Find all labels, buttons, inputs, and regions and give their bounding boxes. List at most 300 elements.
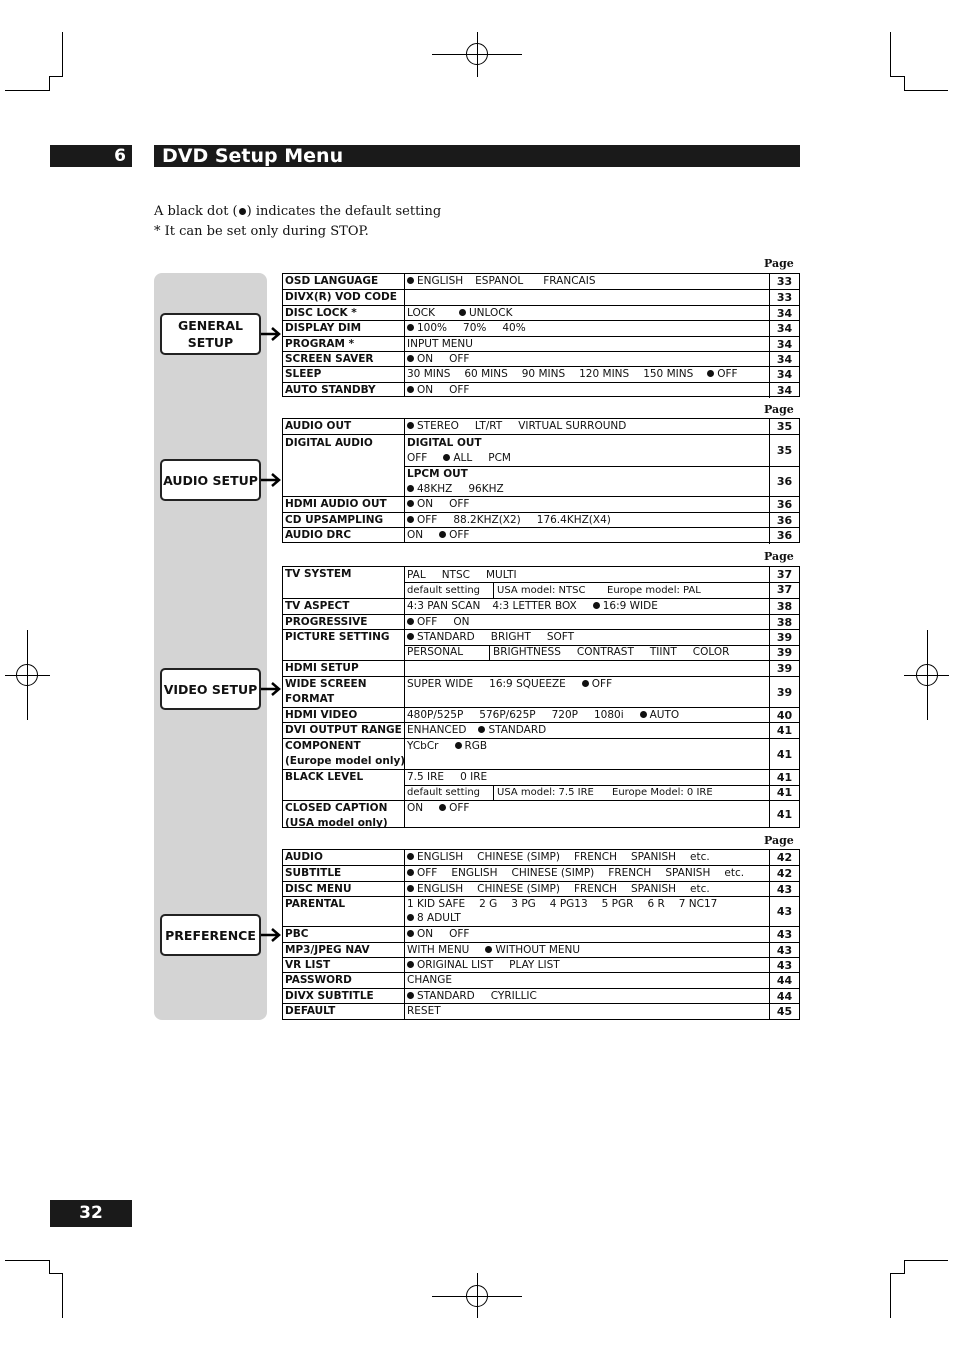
setting-row — [283, 722, 799, 738]
option-value: 16:9 SQUEEZE — [489, 677, 566, 690]
page-ref: 45 — [769, 1004, 799, 1019]
setting-row — [283, 926, 799, 941]
option-value: CHINESE (SIMP) — [511, 867, 595, 880]
setting-name: DISC LOCK * — [285, 306, 357, 319]
option-value: UNLOCK — [459, 307, 513, 319]
option-value: STANDARD — [478, 724, 546, 736]
option-value: 3 PG — [511, 898, 536, 911]
page-title: DVD Setup Menu — [154, 145, 800, 167]
option-value: etc. — [724, 867, 745, 880]
crop-mark — [62, 32, 63, 77]
page-ref: 43 — [769, 882, 799, 897]
video-setup-button[interactable]: VIDEO SETUP — [160, 668, 261, 710]
option-value: OFF — [407, 867, 437, 879]
video-setup-table — [282, 566, 800, 828]
setting-values — [407, 850, 710, 865]
default-dot-icon — [478, 726, 485, 733]
page-ref: 43 — [769, 897, 799, 927]
preference-table — [282, 849, 800, 1020]
option-value: 5 PGR — [601, 898, 634, 911]
option-value: CHINESE (SIMP) — [477, 851, 560, 863]
crop-mark — [5, 90, 49, 91]
setting-values — [493, 645, 729, 660]
crop-mark — [904, 76, 905, 91]
option-value: 8 ADULT — [407, 912, 461, 924]
setting-row — [283, 1003, 799, 1018]
setting-name: CD UPSAMPLING — [285, 513, 384, 526]
sub-column-divider — [493, 582, 494, 598]
setting-row — [283, 419, 799, 434]
arrow-right-icon — [261, 327, 281, 341]
option-value: WITHOUT MENU — [485, 944, 580, 956]
page-ref: 36 — [769, 513, 799, 529]
setting-name: PARENTAL — [285, 898, 346, 911]
option-value: 176.4KHZ(X4) — [536, 513, 611, 526]
page-divider — [769, 466, 799, 467]
page-ref: 34 — [769, 367, 799, 382]
registration-line — [27, 630, 28, 720]
page-column-label: Page — [764, 550, 794, 563]
setting-name: OSD LANGUAGE — [285, 275, 379, 287]
option-value: YCbCr — [407, 739, 439, 752]
setting-values — [407, 882, 710, 897]
setting-name: MP3/JPEG NAV — [285, 943, 370, 956]
option-value: FRENCH — [573, 851, 617, 863]
option-value: ON — [453, 615, 470, 628]
page-divider — [769, 582, 799, 583]
setting-values — [407, 568, 517, 583]
option-value: WITH MENU — [407, 943, 470, 956]
page-ref: 34 — [769, 306, 799, 321]
setting-row — [283, 512, 799, 528]
option-value: OFF — [439, 529, 469, 541]
option-value: 150 MINS — [643, 368, 694, 381]
setting-values — [407, 367, 738, 382]
default-dot-icon — [407, 633, 414, 640]
option-value: RESET — [407, 1005, 441, 1018]
setting-values — [407, 1004, 441, 1019]
option-value: OFF — [407, 514, 437, 526]
setting-row — [283, 707, 799, 723]
option-value: BRIGHT — [490, 631, 531, 643]
page-divider — [769, 785, 799, 786]
setting-row — [283, 274, 799, 289]
default-note: default setting — [407, 585, 481, 596]
setting-row — [283, 434, 799, 496]
setting-row — [283, 320, 799, 335]
option-value: 4:3 LETTER BOX — [492, 600, 577, 612]
page-column-label: Page — [764, 403, 794, 416]
default-dot-icon — [640, 711, 647, 718]
intro-line-2: * It can be set only during STOP. — [154, 224, 369, 239]
option-value: ESPANOL — [475, 275, 524, 287]
option-value: OFF — [582, 678, 612, 690]
option-value: ENGLISH — [407, 275, 463, 287]
option-value: OFF — [449, 498, 470, 510]
option-value: 120 MINS — [579, 368, 630, 381]
page-ref: 41 — [769, 785, 799, 801]
setting-name: DIVX SUBTITLE — [285, 989, 374, 1002]
option-value: CHANGE — [407, 974, 453, 987]
setting-values — [407, 497, 469, 512]
crop-mark — [890, 1273, 891, 1318]
option-value: STEREO — [407, 420, 459, 432]
page-ref: 35 — [769, 435, 799, 466]
option-value: SUPER WIDE — [407, 677, 474, 690]
setting-row — [283, 567, 799, 598]
sub-column-divider — [489, 645, 490, 660]
option-value: FRENCH — [608, 867, 652, 880]
option-value: RGB — [455, 740, 488, 752]
default-dot-icon — [593, 602, 600, 609]
option-value: OFF — [407, 616, 437, 628]
page-column-label: Page — [764, 834, 794, 847]
page-divider — [769, 645, 799, 646]
crop-mark — [5, 1260, 49, 1261]
setting-row — [283, 769, 799, 800]
setting-name: DIGITAL AUDIO — [285, 437, 373, 449]
default-dot-icon — [407, 277, 414, 284]
option-value: ON — [407, 801, 424, 814]
setting-row — [283, 850, 799, 865]
option-value: etc. — [690, 882, 710, 895]
setting-name: TV SYSTEM — [285, 568, 352, 580]
chapter-number: 6 — [50, 145, 132, 167]
setting-values — [407, 973, 452, 988]
page-ref: 34 — [769, 383, 799, 398]
crop-mark — [904, 1260, 948, 1261]
option-value: 576P/625P — [479, 708, 536, 721]
option-value: ENHANCED — [407, 724, 467, 736]
setting-values — [407, 927, 469, 942]
setting-values — [407, 708, 679, 723]
default-dot-icon — [407, 516, 414, 523]
setting-row — [283, 660, 799, 676]
option-value: NTSC — [441, 569, 470, 581]
setting-values — [407, 723, 546, 738]
default-dot-icon — [439, 804, 446, 811]
page-ref: 37 — [769, 567, 799, 582]
page-ref: 39 — [769, 661, 799, 677]
setting-values — [407, 801, 469, 816]
page-ref: 35 — [769, 419, 799, 434]
default-dot-icon — [407, 422, 414, 429]
option-value: PAL — [407, 569, 426, 581]
setting-name: CLOSED CAPTION — [285, 801, 388, 814]
setting-name: COMPONENT — [285, 739, 361, 752]
option-value: INPUT MENU — [407, 337, 473, 350]
setting-values — [407, 419, 626, 434]
setting-name: VR LIST — [285, 959, 331, 971]
page-ref: 41 — [769, 801, 799, 829]
page-ref: 37 — [769, 582, 799, 598]
default-dot-icon — [407, 914, 414, 921]
page-ref: 42 — [769, 850, 799, 865]
general-setup-table — [282, 273, 800, 397]
setting-values — [407, 383, 469, 398]
category-panel — [154, 273, 267, 1020]
arrow-right-icon — [261, 682, 281, 696]
page-ref: 36 — [769, 497, 799, 513]
setting-values — [407, 306, 512, 321]
page-ref: 42 — [769, 866, 799, 881]
europe-note: Europe model: PAL — [607, 585, 701, 596]
option-value: ENGLISH — [451, 867, 498, 880]
option-value: MULTI — [485, 569, 517, 581]
setting-row — [283, 957, 799, 972]
default-dot-icon — [582, 680, 589, 687]
option-value: SPANISH — [665, 867, 711, 880]
page-ref: 33 — [769, 274, 799, 289]
default-dot-icon — [407, 618, 414, 625]
option-value: 100% — [407, 322, 447, 334]
option-value: OFF — [407, 452, 428, 464]
setting-values — [407, 866, 744, 881]
setting-name: AUDIO OUT — [285, 420, 352, 432]
default-dot-icon — [407, 885, 414, 892]
crop-mark — [49, 1260, 50, 1274]
option-value: 96KHZ — [468, 483, 504, 495]
option-value: 6 R — [647, 898, 665, 911]
setting-values — [407, 337, 473, 352]
default-dot-icon — [407, 961, 414, 968]
option-value: OFF — [707, 368, 737, 380]
option-value: etc. — [690, 851, 710, 863]
option-value: PCM — [488, 452, 511, 464]
option-value: CONTRAST — [576, 646, 634, 658]
setting-row — [283, 972, 799, 987]
audio-setup-button[interactable]: AUDIO SETUP — [160, 459, 261, 501]
page-ref: 41 — [769, 770, 799, 785]
page-ref: 38 — [769, 615, 799, 631]
registration-line — [477, 32, 478, 77]
preference-button[interactable]: PREFERENCE — [160, 914, 261, 956]
setting-values — [407, 958, 560, 973]
page-ref: 39 — [769, 677, 799, 708]
setting-row — [283, 382, 799, 397]
option-value: PLAY LIST — [509, 959, 560, 971]
crop-mark — [49, 76, 50, 91]
setting-row — [283, 527, 799, 543]
option-value: CYRILLIC — [490, 989, 537, 1002]
setting-name: SUBTITLE — [285, 867, 342, 880]
page-ref: 38 — [769, 599, 799, 615]
setting-name: DISPLAY DIM — [285, 322, 362, 335]
default-dot-icon — [407, 869, 414, 876]
setting-name: AUDIO — [285, 851, 323, 863]
page-ref: 36 — [769, 466, 799, 497]
setting-name: SCREEN SAVER — [285, 353, 374, 365]
setting-name: (USA model only) — [285, 816, 388, 829]
setting-row — [283, 881, 799, 896]
setting-values — [407, 274, 596, 289]
option-value: FRANCAIS — [543, 275, 596, 287]
sub-column-divider — [493, 785, 494, 800]
default-dot-icon — [407, 355, 414, 362]
option-value: ALL — [443, 452, 472, 464]
setting-values — [407, 513, 611, 528]
option-value: 4 PG13 — [549, 898, 588, 911]
option-value: 4:3 PAN SCAN — [407, 600, 481, 612]
page-ref: 34 — [769, 352, 799, 367]
option-value: OFF — [439, 802, 469, 814]
setting-row — [283, 800, 799, 828]
setting-name: AUTO STANDBY — [285, 383, 376, 396]
page-ref: 43 — [769, 958, 799, 973]
setting-name: PROGRESSIVE — [285, 615, 368, 628]
crop-mark — [890, 1273, 904, 1274]
page-ref: 41 — [769, 739, 799, 770]
option-value: AUTO — [640, 709, 680, 721]
audio-setup-table — [282, 418, 800, 543]
intro-line-1: A black dot ( ) indicates the default setting — [154, 204, 442, 219]
default-dot-icon — [443, 454, 450, 461]
option-value: STANDARD — [407, 990, 475, 1002]
setting-name: HDMI SETUP — [285, 662, 359, 674]
page-ref: 44 — [769, 989, 799, 1004]
setting-values — [407, 482, 504, 497]
option-value: ENGLISH — [407, 851, 463, 863]
option-value: 30 MINS — [407, 368, 451, 381]
setting-values — [407, 321, 526, 336]
sub-heading: DIGITAL OUT — [407, 437, 482, 449]
page-ref: 39 — [769, 645, 799, 661]
setting-row — [283, 942, 799, 957]
setting-values — [407, 770, 487, 785]
europe-note: Europe Model: 0 IRE — [612, 786, 713, 798]
setting-name: FORMAT — [285, 692, 335, 705]
default-dot-icon — [485, 946, 492, 953]
default-dot-icon — [455, 742, 462, 749]
option-value: CHINESE (SIMP) — [477, 882, 560, 895]
page-ref: 39 — [769, 630, 799, 645]
setting-row — [283, 988, 799, 1003]
crop-mark — [904, 1260, 905, 1274]
setting-name: HDMI VIDEO — [285, 708, 358, 721]
page-number: 32 — [50, 1200, 132, 1227]
setting-name: TV ASPECT — [285, 600, 350, 612]
default-dot-icon — [407, 485, 414, 492]
setting-values — [407, 943, 580, 958]
setting-values — [407, 739, 487, 754]
page-ref: 44 — [769, 973, 799, 988]
page-ref: 40 — [769, 708, 799, 724]
page-column-label: Page — [764, 257, 794, 270]
page-ref: 36 — [769, 528, 799, 544]
option-value: ORIGINAL LIST — [407, 959, 493, 971]
setting-row — [283, 676, 799, 707]
option-value: LOCK — [407, 306, 435, 319]
option-value: 90 MINS — [521, 368, 566, 381]
sub-heading: LPCM OUT — [407, 468, 468, 480]
option-value: 40% — [502, 322, 526, 335]
setting-values — [407, 897, 717, 912]
setting-row — [283, 289, 799, 304]
setting-name: DIVX(R) VOD CODE — [285, 291, 397, 304]
default-dot-icon — [707, 370, 714, 377]
option-value: VIRTUAL SURROUND — [518, 420, 627, 432]
page-ref: 41 — [769, 723, 799, 739]
setting-values — [407, 989, 537, 1004]
crop-mark — [49, 76, 63, 77]
option-value: OFF — [449, 383, 470, 396]
arrow-right-icon — [261, 928, 281, 942]
crop-mark — [904, 90, 948, 91]
option-value: SPANISH — [631, 851, 677, 863]
usa-note: USA model: NTSC — [497, 585, 586, 596]
setting-name: (Europe model only) — [285, 754, 406, 767]
option-value: ENGLISH — [407, 883, 463, 895]
option-value: 0 IRE — [460, 770, 488, 783]
option-value: LT/RT — [474, 420, 503, 432]
setting-row — [283, 738, 799, 769]
setting-name: WIDE SCREEN — [285, 677, 367, 690]
setting-row — [283, 351, 799, 366]
option-value: TIINT — [649, 646, 677, 658]
arrow-right-icon — [261, 473, 281, 487]
setting-row — [283, 896, 799, 926]
default-dot-icon — [439, 531, 446, 538]
setting-name: BLACK LEVEL — [285, 770, 364, 783]
setting-name: PBC — [285, 928, 309, 941]
setting-values — [407, 599, 658, 614]
option-value: 70% — [463, 322, 487, 335]
option-value: STANDARD — [407, 631, 475, 643]
default-dot-icon — [407, 386, 414, 393]
setting-row — [283, 614, 799, 630]
setting-row — [283, 598, 799, 614]
option-value: FRENCH — [573, 882, 617, 895]
option-value: 7.5 IRE — [407, 770, 445, 783]
setting-name: DISC MENU — [285, 882, 352, 895]
page-ref: 43 — [769, 943, 799, 958]
default-dot-icon — [459, 309, 466, 316]
setting-values — [407, 528, 469, 543]
setting-values — [407, 451, 511, 466]
setting-row — [283, 366, 799, 381]
general-setup-button[interactable]: GENERAL SETUP — [160, 313, 261, 355]
option-value: ON — [407, 928, 433, 940]
option-value: ON — [407, 529, 424, 541]
option-value: 88.2KHZ(X2) — [453, 513, 521, 526]
option-value: BRIGHTNESS — [493, 646, 561, 658]
setting-name: PROGRAM * — [285, 337, 355, 350]
option-value: 1 KID SAFE — [407, 898, 466, 911]
option-value: OFF — [449, 353, 470, 365]
default-note: default setting — [407, 786, 481, 798]
page-ref: 43 — [769, 927, 799, 942]
default-dot-icon — [407, 992, 414, 999]
option-value: 720P — [551, 708, 578, 721]
setting-name: SLEEP — [285, 368, 322, 381]
option-value: OFF — [449, 928, 470, 941]
crop-mark — [62, 1273, 63, 1318]
option-value: 2 G — [479, 898, 498, 911]
setting-values — [407, 352, 469, 367]
setting-values — [407, 630, 574, 645]
crop-mark — [890, 32, 891, 77]
page-ref: 33 — [769, 290, 799, 305]
option-value: SPANISH — [631, 882, 677, 895]
option-value: 60 MINS — [464, 368, 508, 381]
setting-name: AUDIO DRC — [285, 529, 352, 541]
crop-mark — [890, 76, 904, 77]
option-value: COLOR — [692, 646, 730, 658]
registration-line — [927, 630, 928, 720]
option-value: ON — [407, 353, 433, 365]
default-dot-icon — [407, 324, 414, 331]
personal-label: PERSONAL — [407, 646, 464, 658]
